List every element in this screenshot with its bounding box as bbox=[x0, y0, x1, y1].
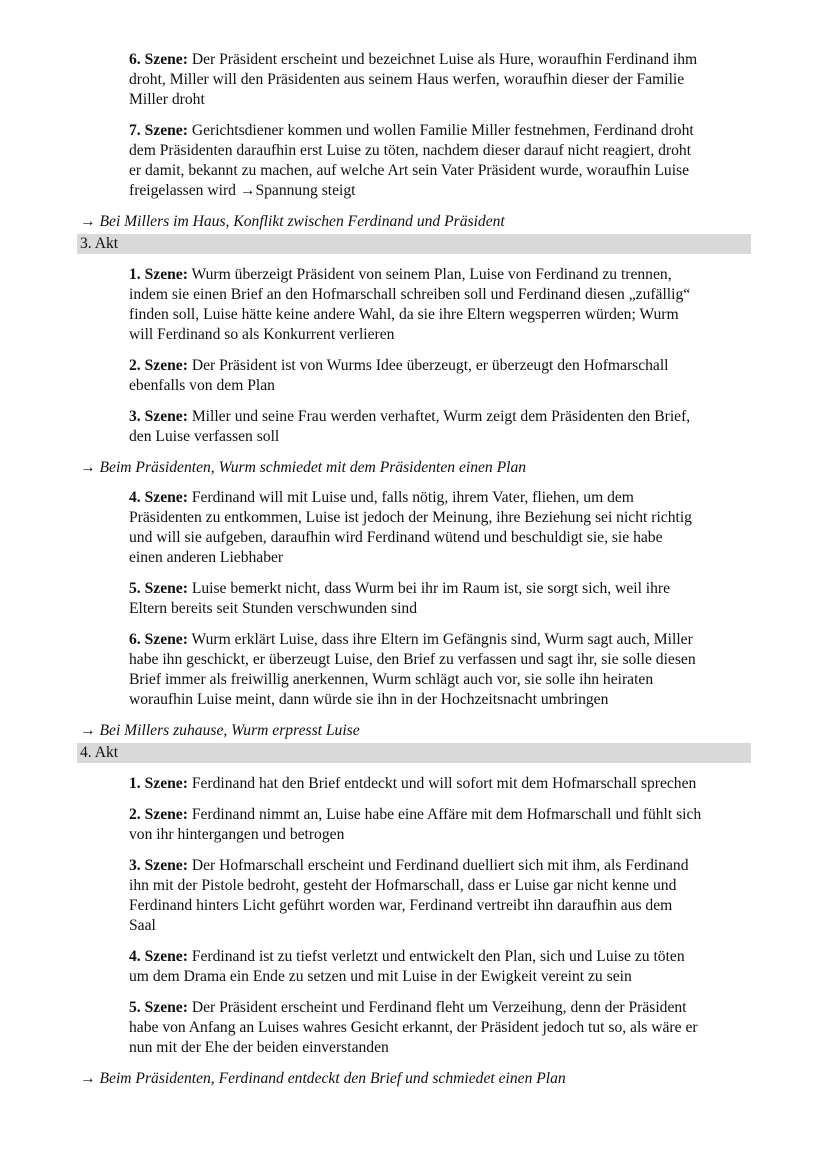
scene-paragraph bbox=[129, 947, 828, 987]
scene-line bbox=[129, 947, 828, 967]
scene-label: 4. Szene: bbox=[129, 948, 188, 965]
scene-line bbox=[129, 1038, 828, 1058]
scene-text: Der Präsident erscheint und Ferdinand fleht um Verzeihung, denn der Präsident bbox=[191, 999, 687, 1016]
scene-line bbox=[129, 998, 828, 1018]
scene-line bbox=[129, 1018, 828, 1038]
scene-line bbox=[129, 876, 828, 896]
scene-label: 1. Szene: bbox=[129, 775, 188, 792]
scene-text: will Ferdinand so als Konkurrent verlieren bbox=[129, 326, 395, 343]
act-summary: → Bei Millers zuhause, Wurm erpresst Luise bbox=[80, 722, 360, 739]
scene-line bbox=[129, 376, 828, 396]
scene-text: ebenfalls von dem Plan bbox=[129, 377, 275, 394]
scene-line bbox=[129, 121, 828, 141]
scene-label: 7. Szene: bbox=[129, 122, 188, 139]
scene-paragraph bbox=[129, 805, 828, 845]
scene-text: Ferdinand ist zu tiefst verletzt und entwickelt den Plan, sich und Luise zu töten bbox=[191, 948, 685, 965]
scene-line bbox=[129, 805, 828, 825]
act-heading: 4. Akt bbox=[77, 743, 751, 763]
scene-text: den Luise verfassen soll bbox=[129, 428, 280, 445]
scene-paragraph bbox=[129, 50, 828, 110]
scene-text: Brief immer als freiwillig anerkennen, Wurm schlägt auch vor, sie solle ihn heiraten bbox=[129, 671, 654, 688]
scene-text: habe von Anfang an Luises wahres Gesicht erkannt, der Präsident jedoch tut so, als wäre er bbox=[129, 1019, 698, 1036]
scene-text: Eltern bereits seit Stunden verschwunden sind bbox=[129, 600, 417, 617]
scene-text: einen anderen Liebhaber bbox=[129, 549, 284, 566]
scene-line bbox=[129, 141, 828, 161]
scene-text: und will sie aufgeben, daraufhin wird Ferdinand wütend und beschuldigt sie, sie habe bbox=[129, 529, 663, 546]
scene-line bbox=[129, 508, 828, 528]
act-summary: → Beim Präsidenten, Ferdinand entdeckt den Brief und schmiedet einen Plan bbox=[80, 1070, 566, 1087]
scene-line bbox=[129, 630, 828, 650]
scene-line bbox=[129, 285, 828, 305]
scene-text: Der Präsident erscheint und bezeichnet Luise als Hure, woraufhin Ferdinand ihm bbox=[191, 51, 698, 68]
scene-line bbox=[129, 305, 828, 325]
scene-text: er damit, bekannt zu machen, auf welche Art sein Vater Präsident wurde, woraufhin Luise bbox=[129, 162, 690, 179]
scene-label: 2. Szene: bbox=[129, 357, 188, 374]
scene-line bbox=[129, 774, 828, 794]
scene-line bbox=[129, 896, 828, 916]
scene-text: Luise bemerkt nicht, dass Wurm bei ihr im Raum ist, sie sorgt sich, weil ihre bbox=[191, 580, 671, 597]
scene-text: Der Präsident ist von Wurms Idee überzeugt, er überzeugt den Hofmarschall bbox=[191, 357, 669, 374]
scene-line bbox=[129, 579, 828, 599]
scene-text: um dem Drama ein Ende zu setzen und mit Luise in der Ewigkeit vereint zu sein bbox=[129, 968, 632, 985]
scene-text: woraufhin Luise meint, dann würde sie ihn in der Hochzeitsnacht umbringen bbox=[129, 691, 609, 708]
scene-text: Präsidenten zu entkommen, Luise ist jedoch der Meinung, ihre Beziehung sei nicht richtig bbox=[129, 509, 692, 526]
scene-line bbox=[129, 181, 828, 201]
scene-paragraph bbox=[129, 265, 828, 345]
act-summary: → Beim Präsidenten, Wurm schmiedet mit dem Präsidenten einen Plan bbox=[80, 459, 527, 476]
scene-line bbox=[129, 690, 828, 710]
scene-line bbox=[129, 488, 828, 508]
scene-line bbox=[129, 967, 828, 987]
scene-label: 3. Szene: bbox=[129, 857, 188, 874]
scene-text: Wurm überzeigt Präsident von seinem Plan, Luise von Ferdinand zu trennen, bbox=[191, 266, 672, 283]
scene-line bbox=[129, 70, 828, 90]
scene-text: Miller und seine Frau werden verhaftet, Wurm zeigt dem Präsidenten den Brief, bbox=[191, 408, 691, 425]
scene-line bbox=[129, 427, 828, 447]
scene-line bbox=[129, 161, 828, 181]
scene-line bbox=[129, 856, 828, 876]
scene-text: von ihr hintergangen und betrogen bbox=[129, 826, 345, 843]
scene-paragraph bbox=[129, 356, 828, 396]
scene-text: Ferdinand hinters Licht geführt worden war, Ferdinand vertreibt ihn daraufhin aus dem bbox=[129, 897, 673, 914]
scene-line bbox=[129, 825, 828, 845]
scene-line bbox=[129, 356, 828, 376]
scene-text: dem Präsidenten daraufhin erst Luise zu töten, nachdem dieser darauf nicht reagiert, droht bbox=[129, 142, 692, 159]
scene-line bbox=[129, 50, 828, 70]
scene-text: Der Hofmarschall erscheint und Ferdinand duelliert sich mit ihm, als Ferdinand bbox=[191, 857, 689, 874]
scene-text: droht, Miller will den Präsidenten aus seinem Haus werfen, woraufhin dieser der Familie bbox=[129, 71, 685, 88]
scene-text: Saal bbox=[129, 917, 156, 934]
scene-text: nun mit der Ehe der beiden einverstanden bbox=[129, 1039, 389, 1056]
scene-paragraph bbox=[129, 488, 828, 568]
scene-paragraph bbox=[129, 579, 828, 619]
scene-paragraph bbox=[129, 774, 828, 794]
scene-line bbox=[129, 650, 828, 670]
scene-text: Miller droht bbox=[129, 91, 205, 108]
scene-line bbox=[129, 528, 828, 548]
scene-paragraph bbox=[129, 630, 828, 710]
scene-text: Wurm erklärt Luise, dass ihre Eltern im Gefängnis sind, Wurm sagt auch, Miller bbox=[191, 631, 693, 648]
scene-line bbox=[129, 90, 828, 110]
scene-paragraph bbox=[129, 998, 828, 1058]
scene-line bbox=[129, 325, 828, 345]
scene-text: freigelassen wird →Spannung steigt bbox=[129, 182, 356, 199]
scene-paragraph bbox=[129, 407, 828, 447]
scene-text: Ferdinand hat den Brief entdeckt und will sofort mit dem Hofmarschall sprechen bbox=[191, 775, 697, 792]
scene-text: Gerichtsdiener kommen und wollen Familie Miller festnehmen, Ferdinand droht bbox=[191, 122, 694, 139]
scene-text: ihn mit der Pistole bedroht, gesteht der Hofmarschall, dass er Luise gar nicht kenne und bbox=[129, 877, 677, 894]
scene-line bbox=[129, 548, 828, 568]
scene-line bbox=[129, 407, 828, 427]
scene-label: 2. Szene: bbox=[129, 806, 188, 823]
scene-text: Ferdinand will mit Luise und, falls nötig, ihrem Vater, fliehen, um dem bbox=[191, 489, 634, 506]
scene-label: 4. Szene: bbox=[129, 489, 188, 506]
scene-label: 5. Szene: bbox=[129, 580, 188, 597]
scene-label: 6. Szene: bbox=[129, 51, 188, 68]
scene-text: finden soll, Luise hätte keine andere Wahl, da sie ihre Eltern wegsperren würden; Wurm bbox=[129, 306, 679, 323]
scene-line bbox=[129, 670, 828, 690]
scene-paragraph bbox=[129, 856, 828, 936]
act-summary: → Bei Millers im Haus, Konflikt zwischen Ferdinand und Präsident bbox=[80, 213, 505, 230]
scene-text: Ferdinand nimmt an, Luise habe eine Affäre mit dem Hofmarschall und fühlt sich bbox=[191, 806, 702, 823]
scene-label: 6. Szene: bbox=[129, 631, 188, 648]
scene-label: 3. Szene: bbox=[129, 408, 188, 425]
scene-label: 1. Szene: bbox=[129, 266, 188, 283]
scene-label: 5. Szene: bbox=[129, 999, 188, 1016]
scene-text: habe ihn geschickt, er überzeugt Luise, den Brief zu verfassen und sagt ihr, sie solle diesen bbox=[129, 651, 696, 668]
scene-line bbox=[129, 265, 828, 285]
scene-paragraph bbox=[129, 121, 828, 201]
scene-line bbox=[129, 916, 828, 936]
act-heading: 3. Akt bbox=[77, 234, 751, 254]
scene-text: indem sie einen Brief an den Hofmarschall schreiben soll und Ferdinand diesen „zufällig“ bbox=[129, 286, 691, 303]
scene-line bbox=[129, 599, 828, 619]
